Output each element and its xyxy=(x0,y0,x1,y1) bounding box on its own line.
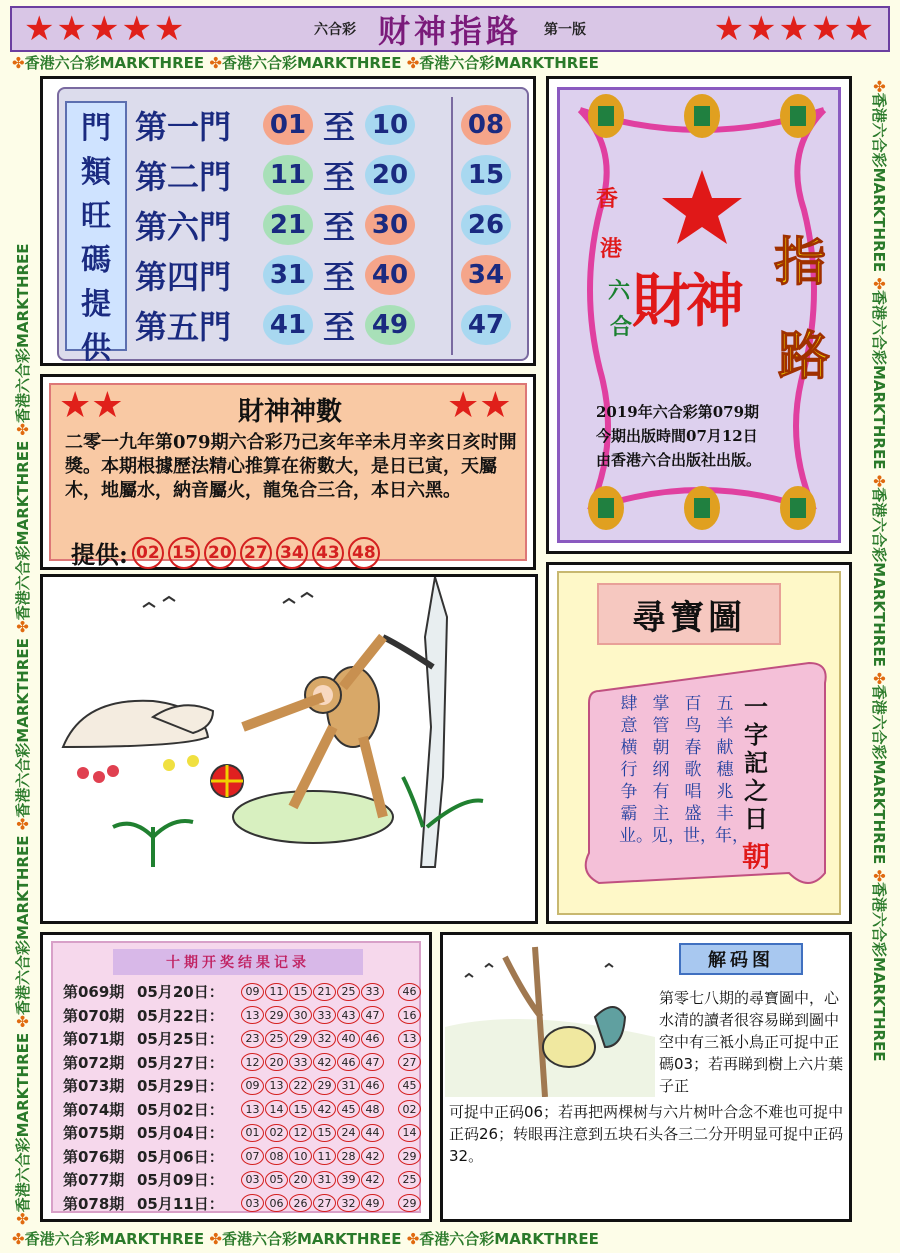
record-special: 46 xyxy=(398,983,421,1001)
gate-label-char: 提 xyxy=(81,287,111,322)
record-number: 42 xyxy=(361,1171,384,1189)
gate-label-char: 旺 xyxy=(81,199,111,234)
poster-gang: 港 xyxy=(600,236,623,262)
shenshu-text: 二零一九年第079期六合彩乃己亥年辛未月辛亥日亥时開獎。本期根據歷法精心推算在術數大，是日已寅，天屬木，地屬水，納音屬火，龍兔合三合，本日六黑。 xyxy=(65,432,517,501)
record-title: 十期开奖结果记录 xyxy=(113,949,363,975)
poster-xiang: 香 xyxy=(596,186,619,212)
decode-panel xyxy=(440,932,852,1222)
gate-zhi: 至 xyxy=(323,208,356,246)
gate-name: 第一門 xyxy=(135,108,232,146)
gate-name: 第四門 xyxy=(135,258,232,296)
gate-to-ball: 20 xyxy=(365,155,415,195)
clover-icon: ✤ xyxy=(209,54,222,72)
gate-row xyxy=(135,151,511,199)
gate-label-char: 碼 xyxy=(81,243,111,278)
monkey-illustration xyxy=(43,577,535,921)
gate-pick-ball: 15 xyxy=(461,155,511,195)
gate-label-char: 供 xyxy=(81,331,111,366)
record-number: 30 xyxy=(289,1006,312,1024)
lottery-name: 六合彩 xyxy=(313,22,356,38)
marquee-text: 香港六合彩MARKTHREE xyxy=(870,289,888,470)
provide-number: 20 xyxy=(204,537,236,569)
record-row xyxy=(63,1193,421,1214)
provide-number: 48 xyxy=(348,537,380,569)
poem-column: 百鸟春歌唱盛世， xyxy=(683,694,717,846)
decode-illustration xyxy=(445,937,657,1097)
record-issue: 第075期 xyxy=(63,1124,125,1142)
record-issue: 第078期 xyxy=(63,1194,125,1213)
decode-text-1: 第零七八期的尋寶圖中，心水清的讀者很容易睇到圖中空中有三袛小鳥正可捉中正碼03；若再睇到樹上六片葉子正 xyxy=(659,989,844,1095)
gate-name: 第六門 xyxy=(135,208,232,246)
star-icon xyxy=(662,170,742,244)
clover-icon: ✤ xyxy=(870,474,888,488)
record-number: 08 xyxy=(265,1147,288,1165)
record-number: 12 xyxy=(289,1124,312,1142)
record-number: 11 xyxy=(313,1147,336,1165)
marquee-text: 香港六合彩MARKTHREE xyxy=(221,1230,402,1248)
record-number: 45 xyxy=(337,1100,360,1118)
gate-from-ball: 21 xyxy=(263,205,313,245)
record-row xyxy=(63,1005,421,1026)
clover-icon: ✤ xyxy=(870,80,888,93)
record-number: 31 xyxy=(313,1171,336,1189)
gate-pick-ball: 08 xyxy=(461,105,511,145)
gate-from-ball: 01 xyxy=(263,105,313,145)
record-number: 26 xyxy=(289,1194,312,1212)
decode-text-2: 可捉中正码06；若再把两棵树与六片树叶合念不难也可捉中正码26；转眼再注意到五块石头各三二分开明显可捉中正码32。 xyxy=(449,1103,844,1165)
gate-row xyxy=(135,301,511,349)
record-number: 12 xyxy=(241,1053,264,1071)
treasure-title: 尋寶圖 xyxy=(597,583,781,645)
clover-icon: ✤ xyxy=(14,1015,32,1028)
poem-column: 肆意横行争霸业。 xyxy=(619,694,653,846)
record-number: 13 xyxy=(241,1100,264,1118)
record-row xyxy=(63,1075,421,1096)
record-number: 39 xyxy=(337,1171,360,1189)
marquee-bottom xyxy=(12,1228,599,1249)
record-number: 03 xyxy=(241,1194,264,1212)
provide-number: 15 xyxy=(168,537,200,569)
record-special: 25 xyxy=(398,1171,421,1189)
monkey-picture xyxy=(40,574,538,924)
record-number: 44 xyxy=(361,1124,384,1142)
record-number: 42 xyxy=(313,1100,336,1118)
record-issue: 第069期 xyxy=(63,983,125,1001)
clover-icon: ✤ xyxy=(870,277,888,290)
record-panel xyxy=(40,932,432,1222)
coin-icon xyxy=(684,94,720,138)
record-special: 29 xyxy=(398,1147,421,1165)
gate-to-ball: 49 xyxy=(365,305,415,345)
record-issue: 第076期 xyxy=(63,1147,125,1166)
record-date: 05月27日： xyxy=(137,1053,224,1072)
clover-icon: ✤ xyxy=(870,672,888,685)
record-number: 33 xyxy=(289,1053,312,1071)
header-stars-left: ★★★★★ xyxy=(24,9,187,49)
clover-icon: ✤ xyxy=(14,620,32,633)
gate-pick-ball: 34 xyxy=(461,255,511,295)
poster-publisher: 由香港六合出版社出版。 xyxy=(596,451,762,469)
gate-to-ball: 10 xyxy=(365,105,415,145)
record-number: 47 xyxy=(361,1053,384,1071)
clover-icon: ✤ xyxy=(14,422,32,436)
marquee-right xyxy=(869,80,890,1062)
record-number: 33 xyxy=(313,1006,336,1024)
record-number: 27 xyxy=(313,1194,336,1212)
clover-icon: ✤ xyxy=(14,1212,32,1225)
record-number: 11 xyxy=(265,983,288,1001)
marquee-text: 香港六合彩MARKTHREE xyxy=(870,92,888,273)
marquee-text: 香港六合彩MARKTHREE xyxy=(24,54,205,72)
poster-issue: 2019年六合彩第079期 xyxy=(596,403,760,421)
gate-zhi: 至 xyxy=(323,108,356,146)
marquee-text: 香港六合彩MARKTHREE xyxy=(24,1230,205,1248)
record-number: 47 xyxy=(361,1006,384,1024)
clover-icon: ✤ xyxy=(12,1230,25,1248)
marquee-text: 香港六合彩MARKTHREE xyxy=(419,54,599,72)
gate-row xyxy=(135,251,511,299)
poster-date: 今期出版時間07月12日 xyxy=(596,427,758,445)
record-number: 32 xyxy=(337,1194,360,1212)
record-number: 29 xyxy=(289,1030,312,1048)
record-date: 05月04日： xyxy=(137,1124,224,1142)
shenshu-provide xyxy=(71,535,380,570)
gate-from-ball: 31 xyxy=(263,255,313,295)
provide-number: 27 xyxy=(240,537,272,569)
coin-icon xyxy=(588,94,624,138)
coin-icon xyxy=(780,486,816,530)
record-row xyxy=(63,1099,421,1120)
page-title: 财神指路 xyxy=(377,12,522,50)
provide-number: 34 xyxy=(276,537,308,569)
marquee-text: 香港六合彩MARKTHREE xyxy=(14,638,32,818)
record-issue: 第070期 xyxy=(63,1006,125,1025)
star-icon: ★★ xyxy=(59,385,124,426)
record-number: 01 xyxy=(241,1124,264,1142)
gate-zhi: 至 xyxy=(323,158,356,196)
gate-label-char: 類 xyxy=(81,155,111,190)
coin-icon xyxy=(780,94,816,138)
record-special: 13 xyxy=(398,1030,421,1048)
treasure-inner xyxy=(557,571,841,915)
marquee-left xyxy=(12,243,33,1225)
record-special: 14 xyxy=(398,1124,421,1142)
record-number: 13 xyxy=(241,1006,264,1024)
record-issue: 第074期 xyxy=(63,1100,125,1119)
marquee-text: 香港六合彩MARKTHREE xyxy=(870,882,888,1062)
clover-icon: ✤ xyxy=(406,54,420,72)
record-number: 42 xyxy=(361,1147,384,1165)
gate-from-ball: 11 xyxy=(263,155,313,195)
clover-icon: ✤ xyxy=(12,54,25,72)
provide-number: 02 xyxy=(132,537,164,569)
record-date: 05月22日： xyxy=(137,1006,224,1025)
clover-icon: ✤ xyxy=(14,817,32,831)
record-date: 05月11日： xyxy=(137,1194,224,1213)
poster-he: 合 xyxy=(610,314,633,340)
marquee-text: 香港六合彩MARKTHREE xyxy=(419,1230,599,1248)
record-number: 20 xyxy=(265,1053,288,1071)
poster-lu: 路 xyxy=(778,326,831,387)
gate-zhi: 至 xyxy=(323,308,356,346)
poster-caishen: 財神 xyxy=(632,267,741,335)
poem-column: 掌管朝纲有主见， xyxy=(651,694,685,846)
record-number: 43 xyxy=(337,1006,360,1024)
gate-pick-ball: 26 xyxy=(461,205,511,245)
provide-label: 提供: xyxy=(71,540,128,569)
record-issue: 第073期 xyxy=(63,1077,125,1095)
edition-label: 第一版 xyxy=(544,22,586,38)
marquee-text: 香港六合彩MARKTHREE xyxy=(14,243,32,423)
record-row xyxy=(63,1052,421,1073)
record-date: 05月29日： xyxy=(137,1077,224,1095)
record-issue: 第071期 xyxy=(63,1030,125,1048)
record-number: 25 xyxy=(265,1030,288,1048)
record-row xyxy=(63,1169,421,1190)
gate-from-ball: 41 xyxy=(263,305,313,345)
record-issue: 第077期 xyxy=(63,1171,125,1189)
record-special: 45 xyxy=(398,1077,421,1095)
gate-label-char: 門 xyxy=(81,111,111,146)
record-number: 21 xyxy=(313,983,336,1001)
record-number: 13 xyxy=(265,1077,288,1095)
record-number: 46 xyxy=(337,1053,360,1071)
poster-inner xyxy=(557,87,841,543)
record-row xyxy=(63,1122,421,1143)
marquee-text: 香港六合彩MARKTHREE xyxy=(14,1032,32,1213)
record-number: 22 xyxy=(289,1077,312,1095)
marquee-text: 香港六合彩MARKTHREE xyxy=(870,684,888,865)
record-number: 46 xyxy=(361,1077,384,1095)
gate-inner xyxy=(57,87,529,366)
record-number: 23 xyxy=(241,1030,264,1048)
gate-row xyxy=(135,201,511,249)
gate-panel xyxy=(40,76,536,366)
record-number: 09 xyxy=(241,1077,264,1095)
record-row xyxy=(63,1146,421,1167)
clover-icon: ✤ xyxy=(870,869,888,883)
decode-title: 解码图 xyxy=(679,943,803,975)
record-number: 29 xyxy=(265,1006,288,1024)
record-number: 05 xyxy=(265,1171,288,1189)
record-number: 49 xyxy=(361,1194,384,1212)
record-number: 29 xyxy=(313,1077,336,1095)
poster-zhi: 指 xyxy=(774,232,827,293)
gate-zhi: 至 xyxy=(323,258,356,296)
marquee-top xyxy=(12,52,599,73)
record-date: 05月02日： xyxy=(137,1100,224,1119)
clover-icon: ✤ xyxy=(406,1230,420,1248)
record-number: 15 xyxy=(289,983,312,1001)
caishen-poster xyxy=(546,76,852,554)
shenshu-panel xyxy=(40,374,536,570)
record-number: 24 xyxy=(337,1124,360,1142)
gate-label xyxy=(65,101,127,366)
record-number: 07 xyxy=(241,1147,264,1165)
record-number: 28 xyxy=(337,1147,360,1165)
clover-icon: ✤ xyxy=(209,1230,222,1248)
marquee-text: 香港六合彩MARKTHREE xyxy=(14,440,32,621)
record-date: 05月06日： xyxy=(137,1147,224,1166)
header-stars-right: ★★★★★ xyxy=(713,9,876,49)
record-number: 25 xyxy=(337,983,360,1001)
poem-column: 五羊献穗兆丰年， xyxy=(715,694,749,846)
treasure-panel xyxy=(546,562,852,924)
record-number: 09 xyxy=(241,983,264,1001)
record-row xyxy=(63,981,421,1002)
record-date: 05月09日： xyxy=(137,1171,224,1189)
poster-liu: 六 xyxy=(608,278,631,304)
record-number: 15 xyxy=(289,1100,312,1118)
shenshu-inner xyxy=(49,383,527,569)
treasure-side-label: 一字記之日 xyxy=(744,692,768,833)
coin-icon xyxy=(588,486,624,530)
gate-name: 第二門 xyxy=(135,158,232,196)
marquee-text: 香港六合彩MARKTHREE xyxy=(14,835,32,1016)
record-number: 46 xyxy=(361,1030,384,1048)
record-number: 06 xyxy=(265,1194,288,1212)
record-number: 14 xyxy=(265,1100,288,1118)
record-number: 31 xyxy=(337,1077,360,1095)
record-number: 42 xyxy=(313,1053,336,1071)
record-number: 48 xyxy=(361,1100,384,1118)
record-date: 05月25日： xyxy=(137,1030,224,1048)
record-inner xyxy=(51,941,421,1213)
record-number: 32 xyxy=(313,1030,336,1048)
record-number: 20 xyxy=(289,1171,312,1189)
shenshu-title: 財神神數 xyxy=(237,397,342,427)
record-special: 02 xyxy=(398,1100,421,1118)
record-number: 03 xyxy=(241,1171,264,1189)
coin-icon xyxy=(684,486,720,530)
gate-pick-ball: 47 xyxy=(461,305,511,345)
record-date: 05月20日： xyxy=(137,983,224,1001)
gate-to-ball: 30 xyxy=(365,205,415,245)
gate-row xyxy=(135,101,511,149)
record-number: 33 xyxy=(361,983,384,1001)
record-number: 15 xyxy=(313,1124,336,1142)
gate-name: 第五門 xyxy=(135,308,232,346)
provide-number: 43 xyxy=(312,537,344,569)
record-issue: 第072期 xyxy=(63,1053,125,1072)
gate-to-ball: 40 xyxy=(365,255,415,295)
marquee-text: 香港六合彩MARKTHREE xyxy=(221,54,402,72)
record-row xyxy=(63,1028,421,1049)
header-bar xyxy=(10,6,890,52)
record-special: 29 xyxy=(398,1194,421,1212)
treasure-answer: 朝 xyxy=(741,840,770,873)
star-icon: ★★ xyxy=(447,385,512,426)
marquee-text: 香港六合彩MARKTHREE xyxy=(870,487,888,667)
record-number: 02 xyxy=(265,1124,288,1142)
record-special: 16 xyxy=(398,1006,421,1024)
record-special: 27 xyxy=(398,1053,421,1071)
record-number: 10 xyxy=(289,1147,312,1165)
record-number: 40 xyxy=(337,1030,360,1048)
